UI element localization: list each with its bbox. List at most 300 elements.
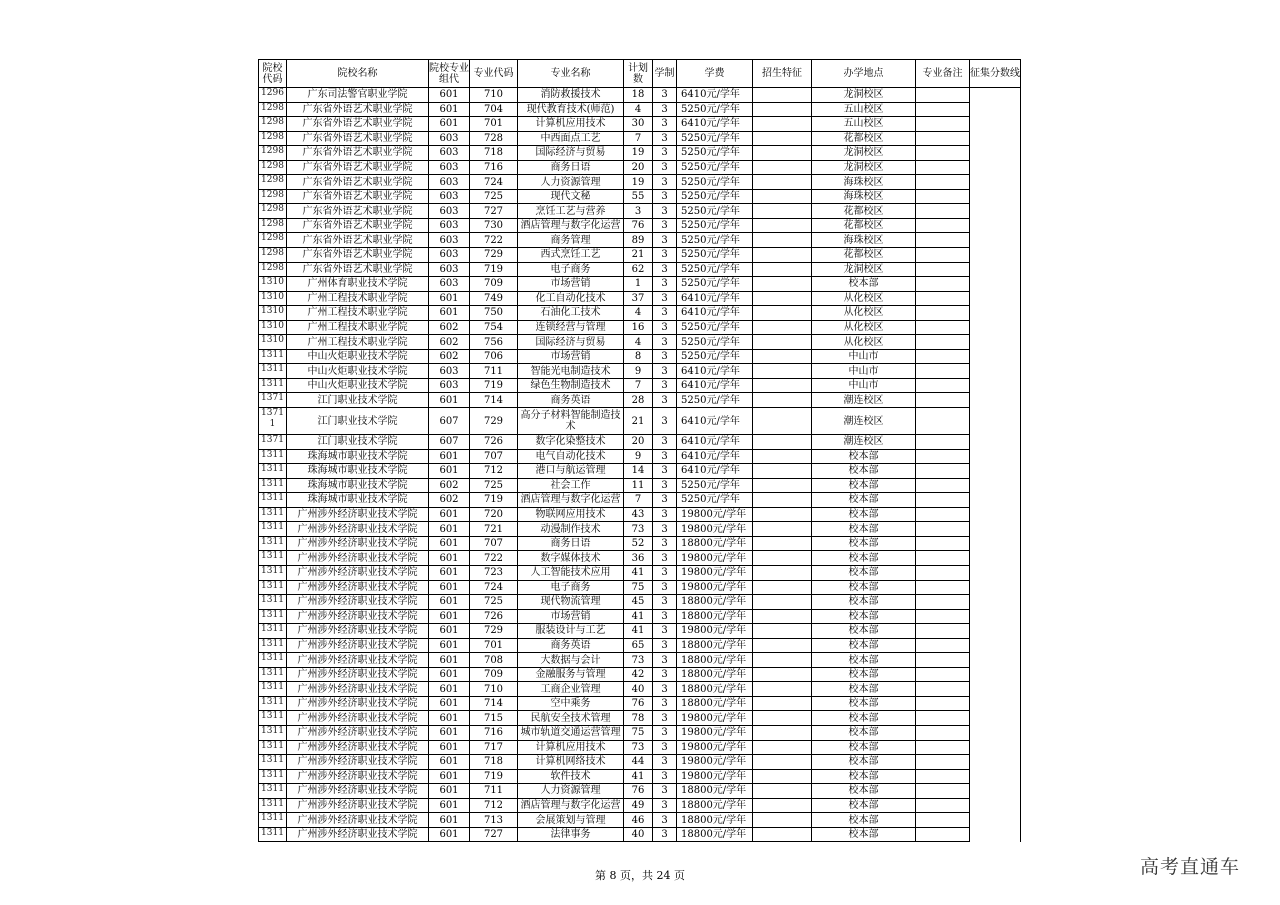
table-row	[259, 435, 1021, 450]
table-cell: 广东省外语艺术职业学院	[287, 189, 429, 204]
table-cell: 1311	[259, 464, 287, 479]
table-cell: 江门职业技术学院	[287, 408, 429, 435]
table-cell	[753, 102, 812, 117]
table-cell: 601	[429, 464, 470, 479]
table-cell: 714	[470, 393, 518, 408]
table-cell: 602	[429, 349, 470, 364]
table-cell: 601	[429, 725, 470, 740]
table-cell: 法律事务	[518, 827, 624, 842]
table-cell: 3	[653, 638, 677, 653]
table-cell: 706	[470, 349, 518, 364]
column-header: 院校代码	[259, 60, 287, 88]
table-cell: 75	[624, 725, 653, 740]
table-cell: 5250元/学年	[677, 175, 753, 190]
table-cell: 729	[470, 248, 518, 263]
table-cell: 18800元/学年	[677, 638, 753, 653]
table-cell: 现代文秘	[518, 189, 624, 204]
empty-cell	[970, 233, 1021, 248]
table-cell: 计算机网络技术	[518, 755, 624, 770]
table-cell: 601	[429, 117, 470, 132]
table-body	[259, 88, 1021, 842]
table-cell: 602	[429, 335, 470, 350]
table-cell: 1311	[259, 349, 287, 364]
table-cell: 76	[624, 784, 653, 799]
table-cell: 65	[624, 638, 653, 653]
table-cell: 19800元/学年	[677, 769, 753, 784]
empty-cell	[970, 478, 1021, 493]
table-cell: 717	[470, 740, 518, 755]
table-cell	[753, 827, 812, 842]
column-header: 院校专业组代	[429, 60, 470, 88]
table-row	[259, 175, 1021, 190]
table-cell: 7	[624, 493, 653, 508]
table-cell: 校本部	[812, 609, 916, 624]
empty-cell	[970, 784, 1021, 799]
empty-cell	[970, 740, 1021, 755]
table-cell: 5250元/学年	[677, 493, 753, 508]
table-cell: 55	[624, 189, 653, 204]
table-cell: 广州涉外经济职业技术学院	[287, 755, 429, 770]
empty-cell	[916, 364, 970, 379]
table-cell	[753, 580, 812, 595]
table-cell: 3	[653, 711, 677, 726]
empty-cell	[970, 565, 1021, 580]
table-cell: 726	[470, 435, 518, 450]
table-cell: 1311	[259, 364, 287, 379]
empty-cell	[916, 711, 970, 726]
empty-cell	[970, 624, 1021, 639]
table-cell: 电子商务	[518, 580, 624, 595]
table-cell: 722	[470, 233, 518, 248]
table-cell: 3	[653, 755, 677, 770]
table-cell: 海珠校区	[812, 189, 916, 204]
table-cell: 601	[429, 711, 470, 726]
column-header: 招生特征	[753, 60, 812, 88]
table-row	[259, 146, 1021, 161]
table-cell: 602	[429, 478, 470, 493]
table-cell: 商务英语	[518, 638, 624, 653]
table-cell: 3	[653, 827, 677, 842]
table-cell: 73	[624, 522, 653, 537]
table-cell: 花都校区	[812, 204, 916, 219]
table-cell	[753, 536, 812, 551]
table-cell: 广州涉外经济职业技术学院	[287, 507, 429, 522]
table-cell: 广东省外语艺术职业学院	[287, 131, 429, 146]
empty-cell	[916, 638, 970, 653]
table-cell: 1298	[259, 102, 287, 117]
table-cell: 广东省外语艺术职业学院	[287, 218, 429, 233]
table-cell	[753, 117, 812, 132]
table-cell: 花都校区	[812, 218, 916, 233]
table-cell	[753, 769, 812, 784]
table-cell: 广东省外语艺术职业学院	[287, 248, 429, 263]
table-cell: 3	[653, 277, 677, 292]
empty-cell	[916, 449, 970, 464]
table-cell: 校本部	[812, 638, 916, 653]
table-cell: 601	[429, 813, 470, 828]
empty-cell	[970, 493, 1021, 508]
admission-plan-table	[258, 59, 1021, 842]
table-cell: 1311	[259, 580, 287, 595]
table-cell: 18800元/学年	[677, 667, 753, 682]
table-cell: 电气自动化技术	[518, 449, 624, 464]
empty-cell	[970, 682, 1021, 697]
table-row	[259, 507, 1021, 522]
table-cell: 7	[624, 131, 653, 146]
table-cell: 1311	[259, 609, 287, 624]
table-cell: 3	[653, 565, 677, 580]
table-cell: 3	[653, 580, 677, 595]
empty-cell	[916, 175, 970, 190]
table-cell: 601	[429, 507, 470, 522]
empty-cell	[916, 408, 970, 435]
empty-cell	[970, 131, 1021, 146]
table-row	[259, 580, 1021, 595]
table-row	[259, 131, 1021, 146]
table-cell: 3	[653, 784, 677, 799]
empty-cell	[916, 277, 970, 292]
empty-cell	[970, 408, 1021, 435]
table-cell: 花都校区	[812, 248, 916, 263]
table-cell: 720	[470, 507, 518, 522]
table-cell: 空中乘务	[518, 696, 624, 711]
empty-cell	[916, 522, 970, 537]
empty-cell	[970, 696, 1021, 711]
empty-cell	[916, 189, 970, 204]
table-cell: 1371	[259, 393, 287, 408]
table-cell: 5250元/学年	[677, 189, 753, 204]
table-cell: 603	[429, 131, 470, 146]
table-cell	[753, 88, 812, 103]
table-row	[259, 725, 1021, 740]
table-row	[259, 204, 1021, 219]
table-cell: 江门职业技术学院	[287, 435, 429, 450]
table-cell: 广州涉外经济职业技术学院	[287, 536, 429, 551]
table-cell: 601	[429, 653, 470, 668]
table-cell: 校本部	[812, 522, 916, 537]
table-cell: 1311	[259, 725, 287, 740]
table-cell: 龙洞校区	[812, 262, 916, 277]
table-cell: 601	[429, 784, 470, 799]
empty-cell	[970, 277, 1021, 292]
empty-cell	[970, 320, 1021, 335]
table-cell: 金融服务与管理	[518, 667, 624, 682]
table-cell: 5250元/学年	[677, 248, 753, 263]
table-row	[259, 478, 1021, 493]
empty-cell	[916, 798, 970, 813]
empty-cell	[970, 160, 1021, 175]
empty-cell	[970, 464, 1021, 479]
table-cell: 中西面点工艺	[518, 131, 624, 146]
table-cell: 广州涉外经济职业技术学院	[287, 827, 429, 842]
table-cell: 潮连校区	[812, 435, 916, 450]
table-cell: 广州工程技术职业学院	[287, 306, 429, 321]
empty-cell	[970, 609, 1021, 624]
table-cell: 601	[429, 102, 470, 117]
table-cell: 3	[653, 653, 677, 668]
table-cell: 1298	[259, 160, 287, 175]
table-cell: 酒店管理与数字化运营	[518, 493, 624, 508]
table-cell: 708	[470, 653, 518, 668]
table-row	[259, 335, 1021, 350]
table-cell	[753, 696, 812, 711]
table-row	[259, 624, 1021, 639]
table-cell: 11	[624, 478, 653, 493]
empty-cell	[916, 146, 970, 161]
empty-cell	[916, 218, 970, 233]
table-cell: 726	[470, 609, 518, 624]
empty-cell	[970, 580, 1021, 595]
empty-cell	[970, 551, 1021, 566]
table-cell: 1311	[259, 478, 287, 493]
table-cell: 603	[429, 175, 470, 190]
table-cell: 19800元/学年	[677, 711, 753, 726]
table-cell: 601	[429, 580, 470, 595]
table-row	[259, 449, 1021, 464]
table-cell: 广州涉外经济职业技术学院	[287, 522, 429, 537]
table-cell: 广州涉外经济职业技术学院	[287, 798, 429, 813]
table-cell: 718	[470, 755, 518, 770]
table-cell: 校本部	[812, 624, 916, 639]
table-cell: 603	[429, 277, 470, 292]
table-cell: 601	[429, 798, 470, 813]
table-cell: 校本部	[812, 580, 916, 595]
table-cell: 6410元/学年	[677, 364, 753, 379]
table-cell: 潮连校区	[812, 408, 916, 435]
table-cell: 601	[429, 740, 470, 755]
table-cell: 3	[624, 204, 653, 219]
column-header: 办学地点	[812, 60, 916, 88]
empty-cell	[916, 784, 970, 799]
table-cell: 校本部	[812, 449, 916, 464]
table-cell: 718	[470, 146, 518, 161]
table-cell	[753, 493, 812, 508]
table-cell: 6410元/学年	[677, 291, 753, 306]
table-cell: 3	[653, 522, 677, 537]
table-cell: 酒店管理与数字化运营	[518, 218, 624, 233]
empty-cell	[916, 667, 970, 682]
table-cell	[753, 609, 812, 624]
table-cell: 3	[653, 248, 677, 263]
table-cell: 海珠校区	[812, 175, 916, 190]
table-cell: 603	[429, 248, 470, 263]
table-cell: 市场营销	[518, 277, 624, 292]
table-cell: 校本部	[812, 813, 916, 828]
table-cell: 1310	[259, 306, 287, 321]
table-cell: 18800元/学年	[677, 682, 753, 697]
table-cell: 龙洞校区	[812, 146, 916, 161]
table-cell: 3	[653, 117, 677, 132]
table-cell: 41	[624, 769, 653, 784]
table-row	[259, 408, 1021, 435]
table-cell: 校本部	[812, 682, 916, 697]
table-cell: 校本部	[812, 478, 916, 493]
empty-cell	[916, 131, 970, 146]
table-cell: 18800元/学年	[677, 813, 753, 828]
table-cell: 20	[624, 160, 653, 175]
table-cell: 中山火炬职业技术学院	[287, 378, 429, 393]
table-cell: 珠海城市职业技术学院	[287, 478, 429, 493]
table-cell: 3	[653, 291, 677, 306]
table-cell: 18800元/学年	[677, 784, 753, 799]
table-cell: 76	[624, 696, 653, 711]
table-cell: 73	[624, 740, 653, 755]
table-cell: 607	[429, 435, 470, 450]
table-cell: 电子商务	[518, 262, 624, 277]
table-cell: 3	[653, 682, 677, 697]
column-header: 学费	[677, 60, 753, 88]
table-row	[259, 306, 1021, 321]
table-cell: 710	[470, 88, 518, 103]
table-cell: 709	[470, 667, 518, 682]
table-cell: 601	[429, 595, 470, 610]
table-cell	[753, 725, 812, 740]
table-cell: 28	[624, 393, 653, 408]
empty-cell	[970, 117, 1021, 132]
table-cell: 40	[624, 827, 653, 842]
table-cell: 广东省外语艺术职业学院	[287, 117, 429, 132]
table-cell	[753, 565, 812, 580]
table-row	[259, 218, 1021, 233]
table-cell: 校本部	[812, 653, 916, 668]
table-cell: 20	[624, 435, 653, 450]
table-cell: 21	[624, 408, 653, 435]
table-cell: 19800元/学年	[677, 725, 753, 740]
table-cell	[753, 667, 812, 682]
table-cell: 603	[429, 233, 470, 248]
table-cell: 1311	[259, 624, 287, 639]
empty-cell	[970, 653, 1021, 668]
empty-cell	[916, 378, 970, 393]
table-cell	[753, 262, 812, 277]
table-cell: 607	[429, 408, 470, 435]
table-cell: 校本部	[812, 565, 916, 580]
empty-cell	[916, 740, 970, 755]
table-cell: 校本部	[812, 798, 916, 813]
table-cell: 701	[470, 638, 518, 653]
table-cell: 广州涉外经济职业技术学院	[287, 638, 429, 653]
table-cell: 人力资源管理	[518, 175, 624, 190]
empty-cell	[916, 320, 970, 335]
table-cell: 计算机应用技术	[518, 740, 624, 755]
table-cell: 704	[470, 102, 518, 117]
table-row	[259, 320, 1021, 335]
table-cell: 725	[470, 478, 518, 493]
table-cell: 3	[653, 667, 677, 682]
table-cell: 中山市	[812, 364, 916, 379]
empty-cell	[970, 595, 1021, 610]
table-cell: 3	[653, 769, 677, 784]
table-cell	[753, 755, 812, 770]
table-cell: 3	[653, 131, 677, 146]
table-cell	[753, 624, 812, 639]
table-cell: 1298	[259, 189, 287, 204]
table-cell: 潮连校区	[812, 393, 916, 408]
table-cell: 1298	[259, 262, 287, 277]
empty-cell	[970, 638, 1021, 653]
empty-cell	[970, 204, 1021, 219]
table-cell: 西式烹饪工艺	[518, 248, 624, 263]
empty-cell	[916, 536, 970, 551]
table-cell: 广州涉外经济职业技术学院	[287, 624, 429, 639]
table-cell: 1311	[259, 565, 287, 580]
table-cell	[753, 682, 812, 697]
table-cell: 3	[653, 102, 677, 117]
table-row	[259, 696, 1021, 711]
table-row	[259, 277, 1021, 292]
table-cell: 6410元/学年	[677, 435, 753, 450]
table-cell: 从化校区	[812, 291, 916, 306]
table-cell: 49	[624, 798, 653, 813]
table-cell: 校本部	[812, 827, 916, 842]
table-cell: 1298	[259, 248, 287, 263]
empty-cell	[916, 725, 970, 740]
table-cell: 校本部	[812, 595, 916, 610]
table-cell: 五山校区	[812, 102, 916, 117]
table-cell: 601	[429, 306, 470, 321]
table-cell: 727	[470, 827, 518, 842]
empty-cell	[970, 146, 1021, 161]
table-cell: 3	[653, 146, 677, 161]
table-cell: 749	[470, 291, 518, 306]
empty-cell	[916, 204, 970, 219]
table-cell: 3	[653, 595, 677, 610]
table-cell: 601	[429, 291, 470, 306]
page-footer: 第 8 页，共 24 页	[595, 869, 685, 882]
table-cell: 601	[429, 769, 470, 784]
empty-cell	[970, 755, 1021, 770]
table-cell: 19800元/学年	[677, 507, 753, 522]
table-cell: 729	[470, 408, 518, 435]
table-cell: 校本部	[812, 667, 916, 682]
table-cell: 19	[624, 175, 653, 190]
table-cell: 从化校区	[812, 320, 916, 335]
table-cell	[753, 291, 812, 306]
table-cell: 珠海城市职业技术学院	[287, 493, 429, 508]
table-cell: 从化校区	[812, 335, 916, 350]
table-cell: 3	[653, 349, 677, 364]
table-cell: 广州涉外经济职业技术学院	[287, 696, 429, 711]
table-cell: 724	[470, 175, 518, 190]
table-cell: 41	[624, 624, 653, 639]
table-cell: 现代物流管理	[518, 595, 624, 610]
table-cell	[753, 131, 812, 146]
table-cell: 1298	[259, 146, 287, 161]
empty-cell	[970, 218, 1021, 233]
table-cell: 工商企业管理	[518, 682, 624, 697]
table-cell: 软件技术	[518, 769, 624, 784]
table-cell: 707	[470, 536, 518, 551]
table-cell: 广州涉外经济职业技术学院	[287, 667, 429, 682]
table-cell: 3	[653, 609, 677, 624]
table-cell: 19800元/学年	[677, 755, 753, 770]
table-cell: 港口与航运管理	[518, 464, 624, 479]
table-cell: 601	[429, 696, 470, 711]
table-cell: 3	[653, 175, 677, 190]
table-cell: 中山火炬职业技术学院	[287, 349, 429, 364]
table-cell: 3	[653, 335, 677, 350]
table-cell: 3	[653, 378, 677, 393]
table-cell: 6410元/学年	[677, 88, 753, 103]
table-cell: 603	[429, 262, 470, 277]
table-cell: 连锁经营与管理	[518, 320, 624, 335]
table-cell: 52	[624, 536, 653, 551]
table-cell: 722	[470, 551, 518, 566]
table-cell: 16	[624, 320, 653, 335]
empty-cell	[916, 493, 970, 508]
table-cell: 1311	[259, 653, 287, 668]
empty-cell	[970, 522, 1021, 537]
